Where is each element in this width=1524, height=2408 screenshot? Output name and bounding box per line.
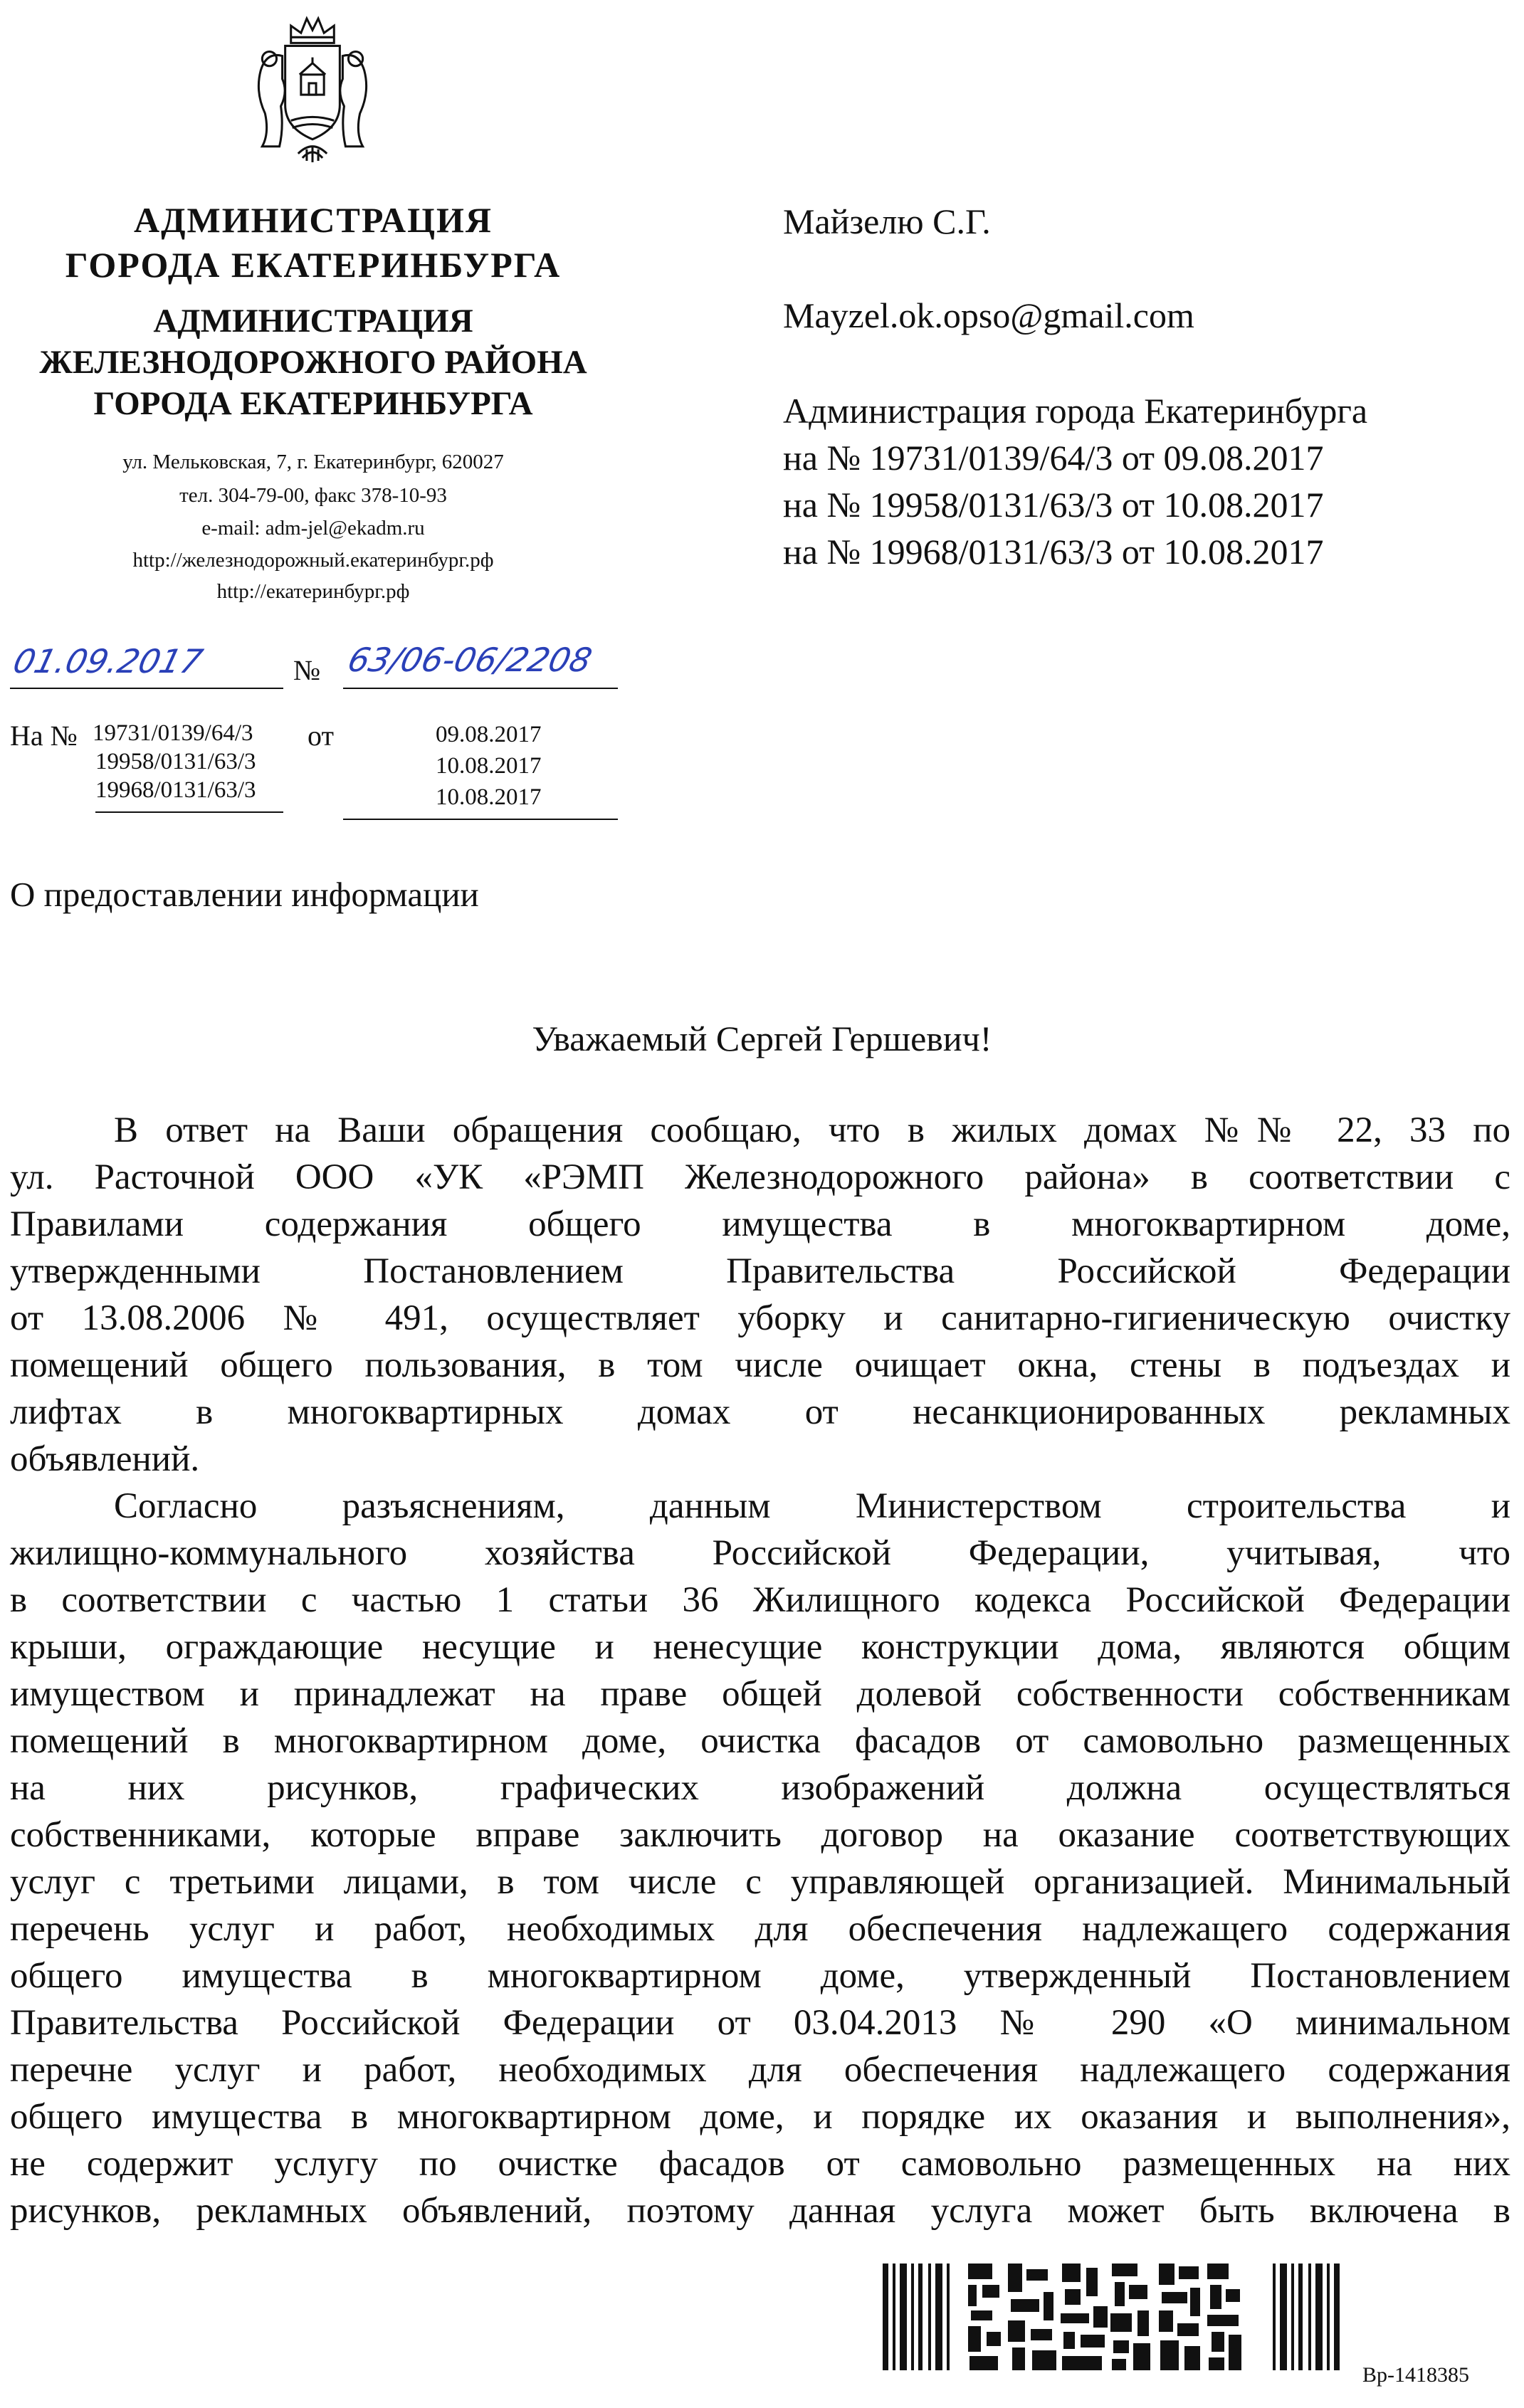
body-line: от 13.08.2006 № 491, осуществляет уборку и санитарно-гигиеническую очистку (10, 1298, 1510, 1338)
reply-ref-number-1: 19731/0139/64/3 (93, 720, 253, 746)
number-underline (343, 688, 618, 689)
body-line: имуществом и принадлежат на праве общей долевой собственности собственникам (10, 1674, 1510, 1714)
date-underline (10, 688, 283, 689)
body-line: на них рисунков, графических изображений должна осуществляться (10, 1768, 1510, 1808)
body-line: не содержит услугу по очистке фасадов от самовольно размещенных на них (10, 2144, 1510, 2184)
reply-ref-date-2: 10.08.2017 (436, 753, 542, 779)
barcode-icon (883, 2264, 1352, 2389)
admin-address: ул. Мельковская, 7, г. Екатеринбург, 620027 (122, 451, 504, 473)
body-line: Правительства Российской Федерации от 03.04.2013 № 290 «О минимальном (10, 2003, 1510, 2043)
body-line: перечень услуг и работ, необходимых для обеспечения надлежащего содержания (10, 1909, 1510, 1949)
body-line: объявлений. (10, 1439, 200, 1479)
registration-number-handwritten: 63/06-06/2208 (344, 641, 596, 679)
admin-site-city: http://екатеринбург.рф (216, 580, 410, 603)
admin-email: e-mail: adm-jel@ekadm.ru (201, 517, 425, 540)
letter-greeting: Уважаемый Сергей Гершевич! (532, 1019, 992, 1058)
district-admin-title-line3: ГОРОДА ЕКАТЕРИНБУРГА (93, 385, 533, 422)
reply-ref-date-3: 10.08.2017 (436, 784, 542, 810)
body-line: в соответствии с частью 1 статьи 36 Жилищного кодекса Российской Федерации (10, 1580, 1510, 1620)
addressee-ref-3: на № 19968/0131/63/3 от 10.08.2017 (783, 532, 1324, 572)
district-admin-title-line2: ЖЕЛЕЗНОДОРОЖНОГО РАЙОНА (39, 344, 587, 381)
body-line: перечне услуг и работ, необходимых для обеспечения надлежащего содержания (10, 2050, 1510, 2090)
addressee-ref-1: на № 19731/0139/64/3 от 09.08.2017 (783, 438, 1324, 478)
body-line: собственниками, которые вправе заключить договор на оказание соответствующих (10, 1815, 1510, 1855)
body-line: помещений в многоквартирном доме, очистка фасадов от самовольно размещенных (10, 1721, 1510, 1761)
registration-number-sign: № (293, 654, 321, 686)
reply-from-label: от (308, 720, 334, 752)
body-line: услуг с третьими лицами, в том числе с управляющей организацией. Минимальный (10, 1862, 1510, 1902)
admin-phone: тел. 304-79-00, факс 378-10-93 (179, 484, 447, 507)
body-line: общего имущества в многоквартирном доме, утвержденный Постановлением (10, 1956, 1510, 1996)
body-line: помещений общего пользования, в том числе очищает окна, стены в подъездах и (10, 1345, 1510, 1385)
reply-ref-number-3: 19968/0131/63/3 (95, 777, 256, 803)
addressee-org: Администрация города Екатеринбурга (783, 391, 1368, 431)
body-line: рисунков, рекламных объявлений, поэтому данная услуга может быть включена в (10, 2191, 1510, 2231)
body-line: жилищно-коммунального хозяйства Российской Федерации, учитывая, что (10, 1533, 1510, 1573)
barcode-number: Вр-1418385 (1362, 2363, 1469, 2387)
body-line: лифтах в многоквартирных домах от несанкционированных рекламных (10, 1392, 1510, 1432)
city-admin-title-line1: АДМИНИСТРАЦИЯ (134, 200, 493, 240)
city-admin-title-line2: ГОРОДА ЕКАТЕРИНБУРГА (65, 245, 562, 285)
ref-number-underline (95, 811, 283, 813)
addressee-email: Mayzel.ok.opso@gmail.com (783, 295, 1194, 335)
body-line: крыши, ограждающие несущие и ненесущие конструкции дома, являются общим (10, 1627, 1510, 1667)
coat-of-arms-icon (241, 13, 384, 164)
ref-date-underline (343, 819, 618, 820)
letter-subject: О предоставлении информации (10, 875, 479, 914)
addressee-ref-2: на № 19958/0131/63/3 от 10.08.2017 (783, 485, 1324, 525)
body-line: утвержденными Постановлением Правительства Российской Федерации (10, 1251, 1510, 1291)
admin-site-district: http://железнодорожный.екатеринбург.рф (132, 549, 494, 572)
body-line: ул. Расточной ООО «УК «РЭМП Железнодорожного района» в соответствии с (10, 1157, 1510, 1197)
body-line: В ответ на Ваши обращения сообщаю, что в жилых домах №№ 22, 33 по (114, 1110, 1510, 1150)
reply-ref-number-2: 19958/0131/63/3 (95, 749, 256, 774)
reply-ref-date-1: 09.08.2017 (436, 722, 542, 747)
body-line: общего имущества в многоквартирном доме, и порядке их оказания и выполнения», (10, 2097, 1510, 2137)
body-line: Правилами содержания общего имущества в многоквартирном доме, (10, 1204, 1510, 1244)
district-admin-title-line1: АДМИНИСТРАЦИЯ (153, 303, 473, 340)
registration-date-handwritten: 01.09.2017 (9, 642, 207, 680)
reply-to-label: На № (10, 720, 78, 752)
body-line: Согласно разъяснениям, данным Министерством строительства и (114, 1486, 1510, 1526)
addressee-name: Майзелю С.Г. (783, 201, 991, 241)
